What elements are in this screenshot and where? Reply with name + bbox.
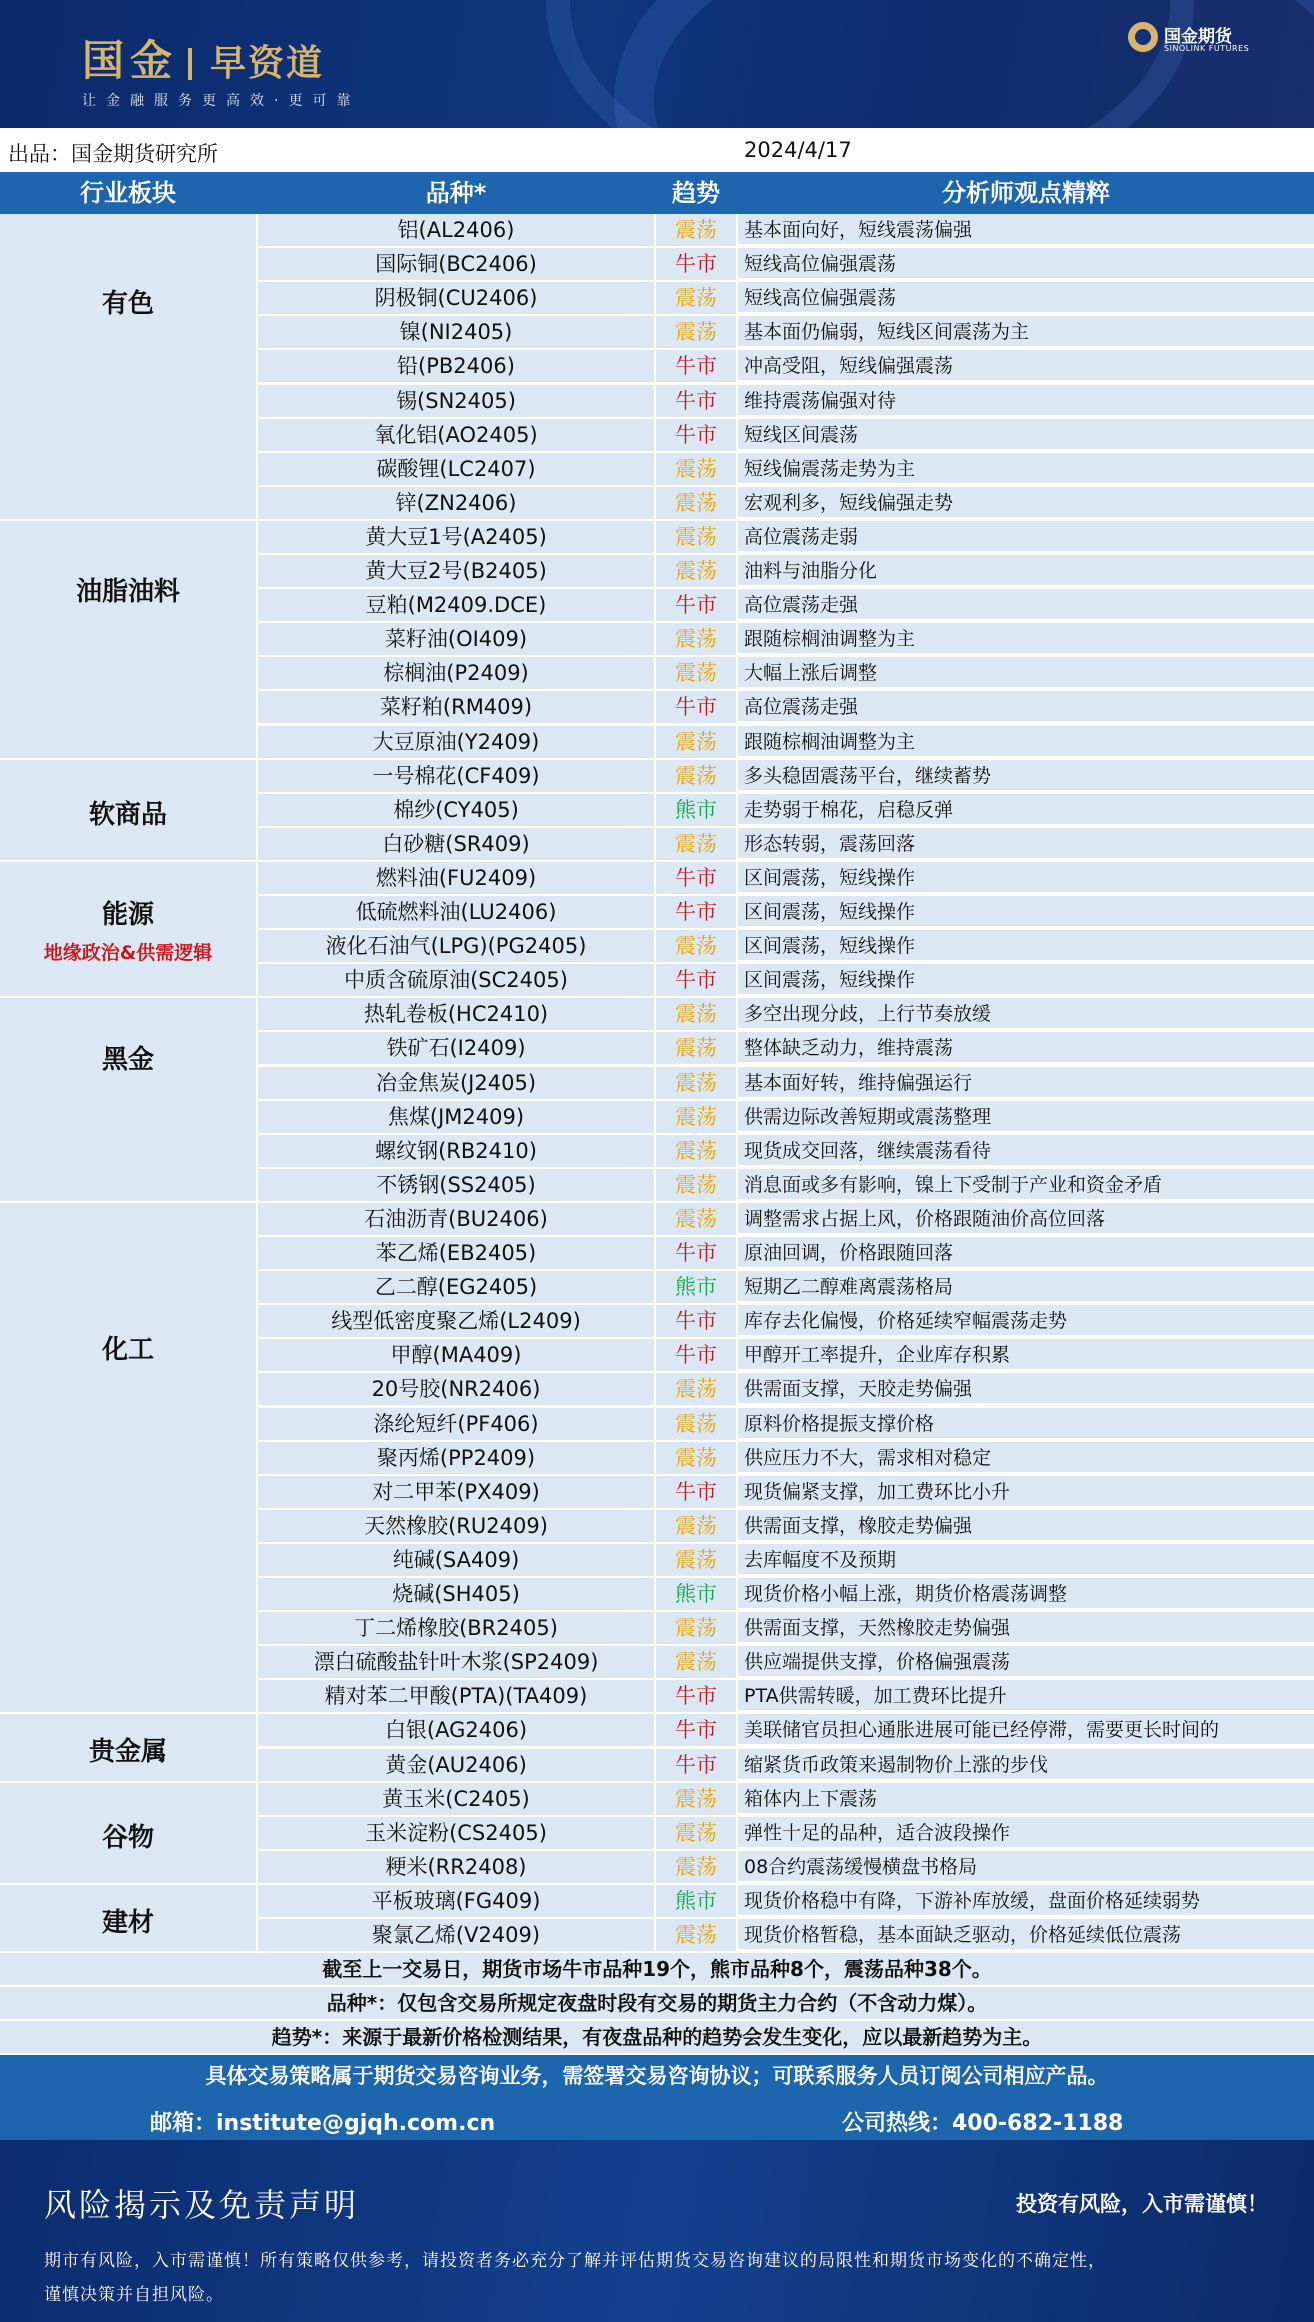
brand-title: [82, 28, 324, 88]
logo-en: SINOLINK FUTURES: [1164, 44, 1250, 53]
contact-email[interactable]: 邮箱：institute@gjqh.com.cn: [150, 2111, 496, 2137]
table-row: [256, 521, 1314, 555]
trend-cell: 震荡: [656, 214, 736, 248]
opinion-cell: 多空出现分歧，上行节奏放缓: [738, 998, 1314, 1030]
table-row: [256, 1919, 1314, 1953]
opinion-cell: 维持震荡偏强对待: [738, 385, 1314, 417]
table-row: [256, 316, 1314, 350]
trend-cell: 牛市: [656, 964, 736, 998]
sector-name: 化工: [101, 1335, 154, 1366]
trend-cell: 牛市: [656, 1680, 736, 1714]
brand-divider: [188, 48, 192, 80]
trend-cell: 牛市: [656, 419, 736, 453]
sector-cell: [0, 1203, 256, 1715]
table-row: [256, 1271, 1314, 1305]
trend-cell: 震荡: [656, 1442, 736, 1476]
sector-name: 有色: [101, 288, 154, 319]
opinion-cell: 多头稳固震荡平台，继续蓄势: [738, 760, 1314, 792]
opinion-cell: 现货价格稳中有降，下游补库放缓，盘面价格延续弱势: [738, 1885, 1314, 1917]
variety-cell: 对二甲苯(PX409): [258, 1476, 654, 1510]
opinion-cell: 调整需求占据上风，价格跟随油价高位回落: [738, 1203, 1314, 1235]
opinion-cell: 原料价格提振支撑价格: [738, 1408, 1314, 1440]
sector-cell: [0, 760, 256, 862]
sector-note: 地缘政治&供需逻辑: [43, 942, 213, 965]
table-row: [256, 1510, 1314, 1544]
trend-cell: 震荡: [656, 1101, 736, 1135]
logo-cn: 国金期货: [1164, 27, 1232, 47]
table-row: [256, 726, 1314, 760]
variety-cell: 锡(SN2405): [258, 385, 654, 419]
trend-cell: 震荡: [656, 760, 736, 794]
trend-cell: 震荡: [656, 282, 736, 316]
table-row: [256, 964, 1314, 998]
variety-cell: 黄大豆2号(B2405): [258, 555, 654, 589]
variety-cell: 锌(ZN2406): [258, 487, 654, 521]
opinion-cell: 甲醇开工率提升，企业库存积累: [738, 1339, 1314, 1371]
variety-cell: 丁二烯橡胶(BR2405): [258, 1612, 654, 1646]
risk-title: 风险揭示及免责声明: [44, 2186, 360, 2224]
table-row: [256, 1373, 1314, 1407]
trend-cell: 熊市: [656, 1578, 736, 1612]
trend-cell: 牛市: [656, 862, 736, 896]
sector-cell: [0, 521, 256, 760]
opinion-cell: 供需面支撑，橡胶走势偏强: [738, 1510, 1314, 1542]
brand-name: 国金: [82, 36, 179, 85]
opinion-cell: 原油回调，价格跟随回落: [738, 1237, 1314, 1269]
risk-body-line: 期市有风险，入市需谨慎！所有策略仅供参考，请投资者务必充分了解并评估期货交易咨询建议的局限性和期货市场变化的不确定性，: [44, 2251, 1106, 2271]
trend-cell: 震荡: [656, 1032, 736, 1066]
trend-cell: 牛市: [656, 1714, 736, 1748]
trend-cell: 震荡: [656, 930, 736, 964]
table-row: [256, 760, 1314, 794]
consult-notice: 具体交易策略属于期货交易咨询业务，需签署交易咨询协议；可联系服务人员订阅公司相应产品。: [0, 2055, 1314, 2097]
trend-cell: 震荡: [656, 521, 736, 555]
trend-cell: 牛市: [656, 350, 736, 384]
opinion-cell: 基本面向好，短线震荡偏强: [738, 214, 1314, 246]
trend-cell: 熊市: [656, 794, 736, 828]
variety-cell: 氧化铝(AO2405): [258, 419, 654, 453]
table-row: [256, 1749, 1314, 1783]
variety-cell: 铁矿石(I2409): [258, 1032, 654, 1066]
opinion-cell: 宏观利多，短线偏强走势: [738, 487, 1314, 519]
table-row: [256, 589, 1314, 623]
trend-cell: 震荡: [656, 1203, 736, 1237]
table-row: [256, 998, 1314, 1032]
opinion-cell: 整体缺乏动力，维持震荡: [738, 1032, 1314, 1064]
opinion-cell: 供需面支撑，天然橡胶走势偏强: [738, 1612, 1314, 1644]
opinion-cell: 短线偏震荡走势为主: [738, 453, 1314, 485]
sector-cell: [0, 1714, 256, 1782]
opinion-cell: 供应压力不大，需求相对稳定: [738, 1442, 1314, 1474]
variety-cell: 聚丙烯(PP2409): [258, 1442, 654, 1476]
sector-name: 谷物: [101, 1822, 154, 1853]
variety-cell: 漂白硫酸盐针叶木浆(SP2409): [258, 1646, 654, 1680]
variety-cell: 菜籽油(OI409): [258, 623, 654, 657]
opinion-cell: 跟随棕榈油调整为主: [738, 726, 1314, 758]
table-row: [256, 1612, 1314, 1646]
table-header: [0, 172, 1314, 214]
col-sector: 行业板块: [80, 179, 176, 207]
trend-cell: 牛市: [656, 1305, 736, 1339]
opinion-cell: 区间震荡，短线操作: [738, 964, 1314, 996]
table-row: [256, 1680, 1314, 1714]
opinion-cell: 区间震荡，短线操作: [738, 896, 1314, 928]
header-banner: [0, 0, 1314, 128]
logo-icon: [1128, 22, 1158, 52]
trend-cell: 震荡: [656, 487, 736, 521]
opinion-cell: 消息面或多有影响，镍上下受制于产业和资金矛盾: [738, 1169, 1314, 1201]
trend-cell: 震荡: [656, 726, 736, 760]
opinion-cell: 短线高位偏强震荡: [738, 248, 1314, 280]
variety-cell: 铝(AL2406): [258, 214, 654, 248]
table-row: [256, 453, 1314, 487]
table-row: [256, 1305, 1314, 1339]
table-row: [256, 828, 1314, 862]
variety-cell: 阴极铜(CU2406): [258, 282, 654, 316]
variety-cell: 黄金(AU2406): [258, 1749, 654, 1783]
col-opinion: 分析师观点精粹: [942, 179, 1110, 207]
meta-row: [0, 131, 1314, 171]
contact-bar: [0, 2097, 1314, 2141]
brand-subtitle: 早资道: [210, 43, 325, 84]
variety-cell: 豆粕(M2409.DCE): [258, 589, 654, 623]
variety-cell: 铅(PB2406): [258, 350, 654, 384]
table-row: [256, 555, 1314, 589]
col-trend: 趋势: [672, 179, 720, 207]
table-row: [256, 1817, 1314, 1851]
table-row: [256, 1646, 1314, 1680]
opinion-cell: 弹性十足的品种，适合波段操作: [738, 1817, 1314, 1849]
table-row: [256, 1578, 1314, 1612]
table-row: [256, 350, 1314, 384]
sector-name: 能源: [101, 900, 154, 931]
variety-cell: 涤纶短纤(PF406): [258, 1408, 654, 1442]
opinion-cell: 区间震荡，短线操作: [738, 930, 1314, 962]
opinion-cell: 现货偏紧支撑，加工费环比小升: [738, 1476, 1314, 1508]
trend-cell: 震荡: [656, 657, 736, 691]
table-row: [256, 1442, 1314, 1476]
variety-cell: 线型低密度聚乙烯(L2409): [258, 1305, 654, 1339]
trend-cell: 震荡: [656, 1783, 736, 1817]
opinion-cell: 箱体内上下震荡: [738, 1783, 1314, 1815]
opinion-cell: 现货成交回落，继续震荡看待: [738, 1135, 1314, 1167]
trend-cell: 震荡: [656, 1169, 736, 1203]
variety-cell: 黄玉米(C2405): [258, 1783, 654, 1817]
sector-name: 建材: [101, 1907, 154, 1938]
variety-cell: 不锈钢(SS2405): [258, 1169, 654, 1203]
trend-cell: 震荡: [656, 1612, 736, 1646]
opinion-cell: 大幅上涨后调整: [738, 657, 1314, 689]
trend-cell: 牛市: [656, 1237, 736, 1271]
trend-cell: 牛市: [656, 896, 736, 930]
opinion-cell: 区间震荡，短线操作: [738, 862, 1314, 894]
sector-cell: [0, 1885, 256, 1953]
trend-cell: 震荡: [656, 555, 736, 589]
table-row: [256, 896, 1314, 930]
table-row: [256, 691, 1314, 725]
sector-name: 油脂油料: [75, 576, 180, 607]
variety-cell: 螺纹钢(RB2410): [258, 1135, 654, 1169]
opinion-cell: 供需面支撑，天胶走势偏强: [738, 1373, 1314, 1405]
opinion-cell: PTA供需转暖，加工费环比提升: [738, 1680, 1314, 1712]
sector-name: 贵金属: [88, 1737, 167, 1768]
variety-cell: 镍(NI2405): [258, 316, 654, 350]
trend-cell: 震荡: [656, 1646, 736, 1680]
trend-cell: 牛市: [656, 691, 736, 725]
variety-cell: 焦煤(JM2409): [258, 1101, 654, 1135]
variety-cell: 苯乙烯(EB2405): [258, 1237, 654, 1271]
table-row: [256, 862, 1314, 896]
opinion-cell: 短期乙二醇难离震荡格局: [738, 1271, 1314, 1303]
slogan: 让金融服务更高效·更可靠: [82, 93, 361, 109]
variety-cell: 烧碱(SH405): [258, 1578, 654, 1612]
trend-cell: 牛市: [656, 1339, 736, 1373]
trend-cell: 震荡: [656, 828, 736, 862]
table-row: [256, 282, 1314, 316]
variety-cell: 乙二醇(EG2405): [258, 1271, 654, 1305]
trend-cell: 熊市: [656, 1885, 736, 1919]
table-row: [256, 1851, 1314, 1885]
opinion-cell: 高位震荡走强: [738, 691, 1314, 723]
table-row: [256, 1339, 1314, 1373]
variety-cell: 粳米(RR2408): [258, 1851, 654, 1885]
sector-cell: [0, 862, 256, 998]
trend-cell: 牛市: [656, 248, 736, 282]
table-row: [256, 1101, 1314, 1135]
report-date: 2024/4/17: [744, 138, 852, 162]
trend-cell: 牛市: [656, 1749, 736, 1783]
risk-body-line: 谨慎决策并自担风险。: [44, 2285, 224, 2305]
opinion-cell: 短线高位偏强震荡: [738, 282, 1314, 314]
opinion-cell: 冲高受阻，短线偏强震荡: [738, 350, 1314, 382]
opinion-cell: 高位震荡走弱: [738, 521, 1314, 553]
sector-cell: [0, 998, 256, 1203]
variety-cell: 玉米淀粉(CS2405): [258, 1817, 654, 1851]
table-row: [256, 1169, 1314, 1203]
variety-cell: 20号胶(NR2406): [258, 1373, 654, 1407]
trend-cell: 震荡: [656, 623, 736, 657]
table-row: [256, 1237, 1314, 1271]
table-row: [256, 1885, 1314, 1919]
variety-cell: 精对苯二甲酸(PTA)(TA409): [258, 1680, 654, 1714]
trend-cell: 震荡: [656, 316, 736, 350]
table-row: [256, 794, 1314, 828]
variety-cell: 冶金焦炭(J2405): [258, 1067, 654, 1101]
variety-cell: 大豆原油(Y2409): [258, 726, 654, 760]
table-row: [256, 657, 1314, 691]
table-row: [256, 385, 1314, 419]
table-row: [256, 1476, 1314, 1510]
variety-cell: 一号棉花(CF409): [258, 760, 654, 794]
trend-cell: 牛市: [656, 589, 736, 623]
opinion-cell: 基本面好转，维持偏强运行: [738, 1067, 1314, 1099]
variety-cell: 热轧卷板(HC2410): [258, 998, 654, 1032]
trend-cell: 熊市: [656, 1271, 736, 1305]
table-row: [256, 214, 1314, 248]
opinion-cell: 缩紧货币政策来遏制物价上涨的步伐: [738, 1749, 1314, 1781]
table-row: [256, 419, 1314, 453]
variety-cell: 棕榈油(P2409): [258, 657, 654, 691]
table-row: [256, 248, 1314, 282]
variety-cell: 中质含硫原油(SC2405): [258, 964, 654, 998]
footnote: 截至上一交易日，期货市场牛市品种19个，熊市品种8个，震荡品种38个。: [0, 1953, 1314, 1987]
sector-cell: [0, 214, 256, 521]
opinion-cell: 供需边际改善短期或震荡整理: [738, 1101, 1314, 1133]
trend-cell: 震荡: [656, 1544, 736, 1578]
trend-cell: 震荡: [656, 1135, 736, 1169]
opinion-cell: 08合约震荡缓慢横盘书格局: [738, 1851, 1314, 1883]
opinion-cell: 高位震荡走强: [738, 589, 1314, 621]
variety-cell: 聚氯乙烯(V2409): [258, 1919, 654, 1953]
trend-cell: 震荡: [656, 1919, 736, 1953]
opinion-cell: 去库幅度不及预期: [738, 1544, 1314, 1576]
opinion-cell: 现货价格暂稳，基本面缺乏驱动，价格延续低位震荡: [738, 1919, 1314, 1951]
opinion-cell: 形态转弱，震荡回落: [738, 828, 1314, 860]
opinion-cell: 现货价格小幅上涨，期货价格震荡调整: [738, 1578, 1314, 1610]
opinion-cell: 跟随棕榈油调整为主: [738, 623, 1314, 655]
trend-cell: 震荡: [656, 998, 736, 1032]
table-row: [256, 623, 1314, 657]
table-row: [256, 1544, 1314, 1578]
trend-cell: 震荡: [656, 1373, 736, 1407]
trend-cell: 牛市: [656, 1476, 736, 1510]
variety-cell: 白砂糖(SR409): [258, 828, 654, 862]
trend-cell: 震荡: [656, 453, 736, 487]
trend-cell: 牛市: [656, 385, 736, 419]
opinion-cell: 库存去化偏慢，价格延续窄幅震荡走势: [738, 1305, 1314, 1337]
variety-cell: 低硫燃料油(LU2406): [258, 896, 654, 930]
trend-cell: 震荡: [656, 1851, 736, 1885]
banner-decoration: [546, 0, 1194, 128]
opinion-cell: 基本面仍偏弱，短线区间震荡为主: [738, 316, 1314, 348]
sector-name: 软商品: [88, 799, 167, 830]
table-row: [256, 1714, 1314, 1748]
variety-cell: 天然橡胶(RU2409): [258, 1510, 654, 1544]
table-row: [256, 1408, 1314, 1442]
company-logo: [1128, 20, 1268, 60]
trend-cell: 震荡: [656, 1510, 736, 1544]
opinion-cell: 短线区间震荡: [738, 419, 1314, 451]
variety-cell: 棉纱(CY405): [258, 794, 654, 828]
table-row: [256, 1067, 1314, 1101]
contact-hotline: 公司热线：400-682-1188: [842, 2111, 1124, 2137]
opinion-cell: 油料与油脂分化: [738, 555, 1314, 587]
variety-cell: 碳酸锂(LC2407): [258, 453, 654, 487]
variety-cell: 菜籽粕(RM409): [258, 691, 654, 725]
producer: 出品：国金期货研究所: [8, 142, 218, 166]
table-row: [256, 1032, 1314, 1066]
risk-disclaimer: [0, 2140, 1314, 2322]
table-row: [256, 1135, 1314, 1169]
variety-cell: 纯碱(SA409): [258, 1544, 654, 1578]
variety-cell: 液化石油气(LPG)(PG2405): [258, 930, 654, 964]
risk-warning: 投资有风险，入市需谨慎！: [1016, 2192, 1268, 2216]
table-row: [256, 487, 1314, 521]
trend-cell: 震荡: [656, 1408, 736, 1442]
table-row: [256, 930, 1314, 964]
variety-cell: 燃料油(FU2409): [258, 862, 654, 896]
col-variety: 品种*: [425, 179, 487, 207]
opinion-cell: 美联储官员担心通胀进展可能已经停滞，需要更长时间的: [738, 1714, 1314, 1746]
opinion-cell: 走势弱于棉花，启稳反弹: [738, 794, 1314, 826]
risk-body: [44, 2244, 1274, 2312]
opinion-cell: 供应端提供支撑，价格偏强震荡: [738, 1646, 1314, 1678]
variety-cell: 白银(AG2406): [258, 1714, 654, 1748]
variety-cell: 国际铜(BC2406): [258, 248, 654, 282]
sector-name: 黑金: [101, 1044, 154, 1075]
trend-cell: 震荡: [656, 1067, 736, 1101]
variety-cell: 石油沥青(BU2406): [258, 1203, 654, 1237]
variety-cell: 黄大豆1号(A2405): [258, 521, 654, 555]
variety-cell: 平板玻璃(FG409): [258, 1885, 654, 1919]
table-row: [256, 1783, 1314, 1817]
table-row: [256, 1203, 1314, 1237]
sector-cell: [0, 1783, 256, 1885]
trend-cell: 震荡: [656, 1817, 736, 1851]
footnote: 趋势*：来源于最新价格检测结果，有夜盘品种的趋势会发生变化，应以最新趋势为主。: [0, 2021, 1314, 2055]
footnote: 品种*：仅包含交易所规定夜盘时段有交易的期货主力合约（不含动力煤）。: [0, 1987, 1314, 2021]
variety-cell: 甲醇(MA409): [258, 1339, 654, 1373]
